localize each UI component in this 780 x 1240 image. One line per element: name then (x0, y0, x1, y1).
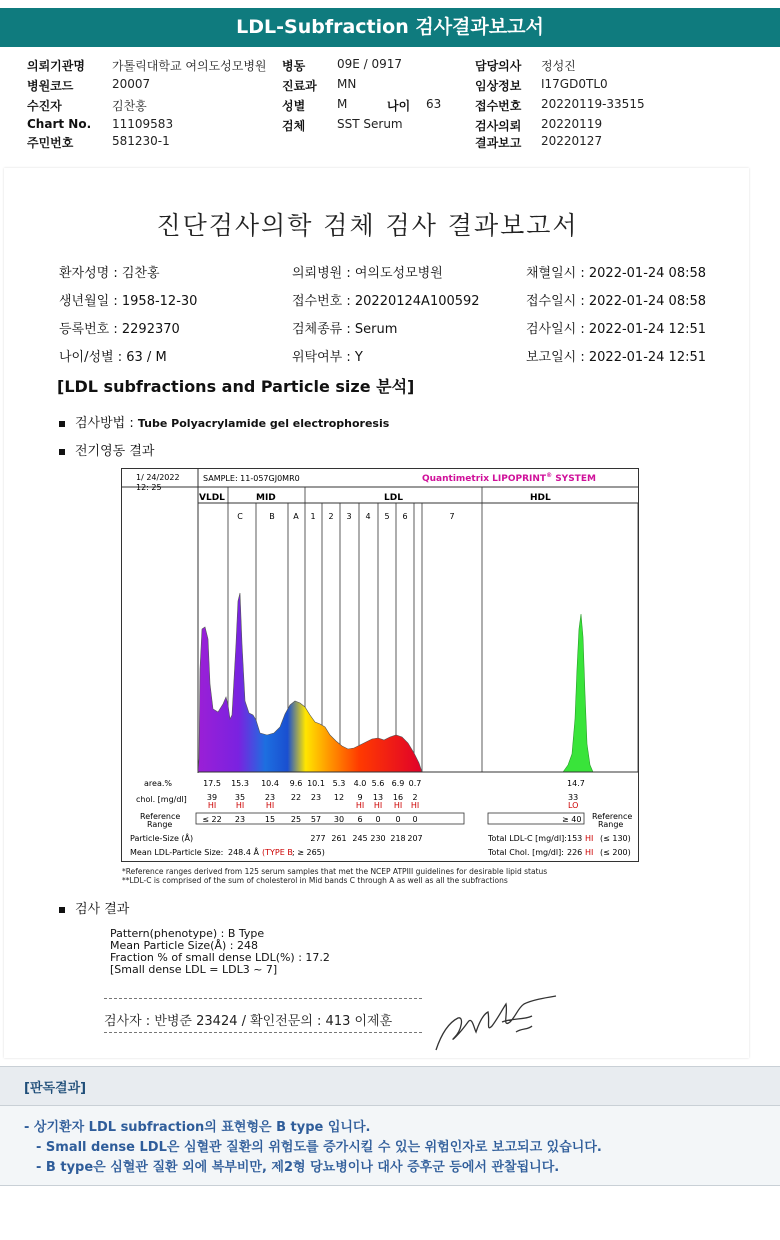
specimen-type: 검체종류 : Serum (292, 322, 398, 337)
chol-value: 35 (234, 793, 246, 802)
lipoprint-chart-svg (122, 469, 638, 861)
fraction-line: Fraction % of small dense LDL(%) : 17.2 (110, 951, 330, 964)
ref-value: 25 (290, 815, 302, 824)
info-dept: 진료과 (282, 79, 317, 93)
method-label: 검사방법 : (75, 416, 138, 431)
info-hospital-value: 가톨릭대학교 여의도성모병원 (112, 59, 267, 73)
ref-value: 0 (395, 815, 401, 824)
band-label: 4 (365, 512, 371, 521)
mean-size-ref: ; ≥ 265) (292, 848, 325, 857)
info-age-value: 63 (426, 97, 442, 111)
info-report: 결과보고 (475, 136, 522, 150)
chol-value: 23 (264, 793, 276, 802)
test-time: 검사일시 : 2022-01-24 12:51 (526, 322, 707, 337)
group-mid: MID (256, 493, 276, 503)
chol-flag: HI (355, 801, 365, 810)
chart-system: Quantimetrix LIPOPRINT® SYSTEM (422, 472, 596, 484)
particle-size-value: 207 (407, 834, 423, 843)
ref-value: 23 (234, 815, 246, 824)
chol-flag: HI (410, 801, 420, 810)
document-title: 진단검사의학 검체 검사 결과보고서 (156, 211, 579, 240)
divider-bottom (104, 1032, 422, 1033)
ref-value: 57 (310, 815, 322, 824)
area-value: 6.9 (391, 779, 405, 788)
report-title-bar (0, 8, 780, 47)
area-value: 0.7 (408, 779, 422, 788)
referring-hospital: 의뢰병원 : 여의도성모병원 (292, 266, 443, 281)
footnote-2: **LDL-C is comprised of the sum of cholesterol in Mid bands C through A as well as all the subfractions (122, 876, 508, 885)
signature-image (432, 992, 562, 1054)
chol-value: 39 (206, 793, 218, 802)
group-vldl: VLDL (199, 493, 225, 503)
report-title: LDL-Subfraction 검사결과보고서 (236, 16, 544, 38)
hdl-chol-flag: LO (568, 801, 579, 810)
info-sex-value: M (337, 97, 348, 111)
info-chart: Chart No. (27, 117, 92, 131)
ref-value: 0 (412, 815, 418, 824)
chol-flag: HI (393, 801, 403, 810)
chol-value: 12 (333, 793, 345, 802)
total-chol-ref: (≤ 200) (600, 848, 631, 857)
info-clinical-value: I17GD0TL0 (541, 77, 608, 91)
area-value: 5.3 (332, 779, 346, 788)
method-line (59, 412, 389, 431)
outsourced: 위탁여부 : Y (292, 350, 363, 365)
particle-size-value: 218 (390, 834, 406, 843)
total-chol-label: Total Chol. [mg/dl]: (488, 848, 564, 857)
age-sex: 나이/성별 : 63 / M (59, 350, 167, 365)
band-label: B (269, 512, 275, 521)
particle-values (310, 834, 422, 843)
info-request-value: 20220119 (541, 117, 603, 131)
receipt-time: 접수일시 : 2022-01-24 08:58 (526, 294, 707, 309)
total-chol-flag: HI (585, 848, 594, 857)
particle-size-label: Particle-Size (Å) (130, 834, 194, 843)
info-report-value: 20220127 (541, 134, 603, 148)
chol-value: 2 (412, 793, 418, 802)
registration-number: 등록번호 : 2292370 (59, 322, 180, 337)
area-value: 15.3 (231, 779, 249, 788)
patient-name: 환자성명 : 김찬홍 (59, 266, 160, 281)
bullet-icon (59, 907, 65, 913)
interpretation-body (0, 1106, 780, 1186)
info-sex: 성별 (282, 99, 306, 113)
area-value: 10.1 (307, 779, 325, 788)
area-value: 17.5 (203, 779, 221, 788)
ref-label-hdl-2: Range (598, 820, 624, 829)
ref-value: ≤ 22 (202, 815, 222, 824)
total-ldl-ref: (≤ 130) (600, 834, 631, 843)
area-value: 10.4 (261, 779, 279, 788)
info-dept-value: MN (337, 77, 357, 91)
accession-number: 접수번호 : 20220124A100592 (292, 294, 480, 309)
info-chart-value: 11109583 (112, 117, 174, 131)
hdl-area-value: 14.7 (567, 779, 585, 788)
group-ldl: LDL (384, 493, 403, 503)
info-specimen-value: SST Serum (337, 117, 403, 131)
small-dense-line: [Small dense LDL = LDL3 ~ 7] (110, 963, 278, 976)
band-label: 5 (384, 512, 390, 521)
chol-flag: HI (373, 801, 383, 810)
chol-values (207, 793, 419, 810)
chol-value: 13 (372, 793, 384, 802)
bullet-icon (59, 421, 65, 427)
info-doctor-value: 정성진 (541, 59, 576, 73)
chart-sample: SAMPLE: 11-057GJ0MR0 (203, 474, 300, 483)
chol-value: 16 (392, 793, 404, 802)
section-heading: [LDL subfractions and Particle size 분석] (57, 377, 415, 396)
total-ldl-value: 153 (567, 834, 583, 843)
area-row-label: area.% (144, 779, 172, 788)
mean-size-label: Mean LDL-Particle Size: (130, 848, 224, 857)
interpretation-title: [판독결과] (24, 1081, 87, 1096)
chol-flag: HI (235, 801, 245, 810)
info-receipt: 접수번호 (475, 99, 522, 113)
mean-size-line: Mean Particle Size(Å) : 248 (110, 939, 258, 952)
report-time: 보고일시 : 2022-01-24 12:51 (526, 350, 707, 365)
band-label: A (293, 512, 299, 521)
info-hospital: 의뢰기관명 (27, 59, 85, 73)
ref-value: 6 (357, 815, 363, 824)
band-label: 2 (328, 512, 334, 521)
result-summary (110, 928, 330, 976)
chol-flag: HI (265, 801, 275, 810)
result-heading: 검사 결과 (59, 898, 129, 917)
info-receipt-value: 20220119-33515 (541, 97, 645, 111)
ref-label-2: Range (147, 820, 173, 829)
band-label: 1 (310, 512, 316, 521)
info-request: 검사의뢰 (475, 119, 522, 133)
ref-value: 30 (333, 815, 345, 824)
info-rrn: 주민번호 (27, 136, 74, 150)
particle-size-value: 230 (370, 834, 386, 843)
interpretation-line-1: - 상기환자 LDL subfraction의 표현형은 B type 입니다. (24, 1120, 371, 1135)
signature-line: 검사자 : 반병준 23424 / 확인전문의 : 413 이제훈 (104, 1014, 393, 1029)
hdl-peak (563, 614, 593, 772)
hdl-chol-value: 33 (568, 793, 579, 802)
info-clinical: 임상정보 (475, 79, 522, 93)
band-label: 7 (449, 512, 455, 521)
info-specimen: 검체 (282, 119, 306, 133)
hdl-ref-value: ≥ 40 (562, 815, 582, 824)
chart-date: 1/ 24/2022 (136, 473, 180, 482)
divider-top (104, 998, 422, 999)
chart-time: 12: 25 (136, 483, 162, 492)
mean-size-value: 248.4 Å (228, 848, 259, 857)
area-value: 4.0 (353, 779, 367, 788)
ref-values (202, 815, 417, 824)
total-ldl-flag: HI (585, 834, 594, 843)
footnote-1: *Reference ranges derived from 125 serum samples that met the NCEP ATPIII guidelines for desirable lipid status (122, 867, 548, 876)
info-ward-value: 09E / 0917 (337, 57, 403, 71)
ref-value: 15 (264, 815, 276, 824)
info-doctor: 담당의사 (475, 59, 522, 73)
area-values (203, 779, 421, 788)
lipoprint-chart (121, 468, 639, 862)
info-code-value: 20007 (112, 77, 151, 91)
interpretation-header (0, 1066, 780, 1106)
particle-size-value: 277 (310, 834, 326, 843)
group-hdl: HDL (530, 493, 551, 503)
birth-date: 생년월일 : 1958-12-30 (59, 294, 198, 309)
particle-size-value: 261 (331, 834, 347, 843)
band-label: C (237, 512, 243, 521)
ref-value: 0 (375, 815, 381, 824)
info-rrn-value: 581230-1 (112, 134, 170, 148)
bullet-icon (59, 449, 65, 455)
info-code: 병원코드 (27, 79, 74, 93)
electrophoresis-heading: 전기영동 결과 (59, 440, 154, 459)
total-chol-value: 226 (567, 848, 583, 857)
info-patient-value: 김찬홍 (112, 99, 147, 113)
method-value: Tube Polyacrylamide gel electrophoresis (137, 417, 390, 430)
mean-size-type: (TYPE B (262, 848, 293, 857)
area-value: 5.6 (371, 779, 385, 788)
pattern-line: Pattern(phenotype) : B Type (110, 927, 265, 940)
lipoprotein-curve (198, 593, 422, 772)
chol-value: 23 (310, 793, 322, 802)
particle-size-value: 245 (352, 834, 368, 843)
chol-value: 9 (357, 793, 363, 802)
chol-row-label: chol. [mg/dl] (136, 795, 187, 804)
area-value: 9.6 (289, 779, 303, 788)
info-ward: 병동 (282, 59, 306, 73)
band-label: 3 (346, 512, 352, 521)
chol-flag: HI (207, 801, 217, 810)
info-patient: 수진자 (27, 99, 62, 113)
chol-value: 22 (290, 793, 302, 802)
interpretation-line-2: - Small dense LDL은 심혈관 질환의 위험도를 증가시킬 수 있는 위험인자로 보고되고 있습니다. (36, 1140, 602, 1155)
interpretation-line-3: - B type은 심혈관 질환 외에 복부비만, 제2형 당뇨병이나 대사 증후군 등에서 관찰됩니다. (36, 1160, 560, 1175)
info-age: 나이 (387, 99, 411, 113)
ref-label-1: Reference (140, 812, 181, 821)
collection-time: 채혈일시 : 2022-01-24 08:58 (526, 266, 707, 281)
ref-label-hdl-1: Reference (592, 812, 633, 821)
total-ldl-label: Total LDL-C [mg/dl]: (488, 834, 567, 843)
band-label: 6 (402, 512, 408, 521)
